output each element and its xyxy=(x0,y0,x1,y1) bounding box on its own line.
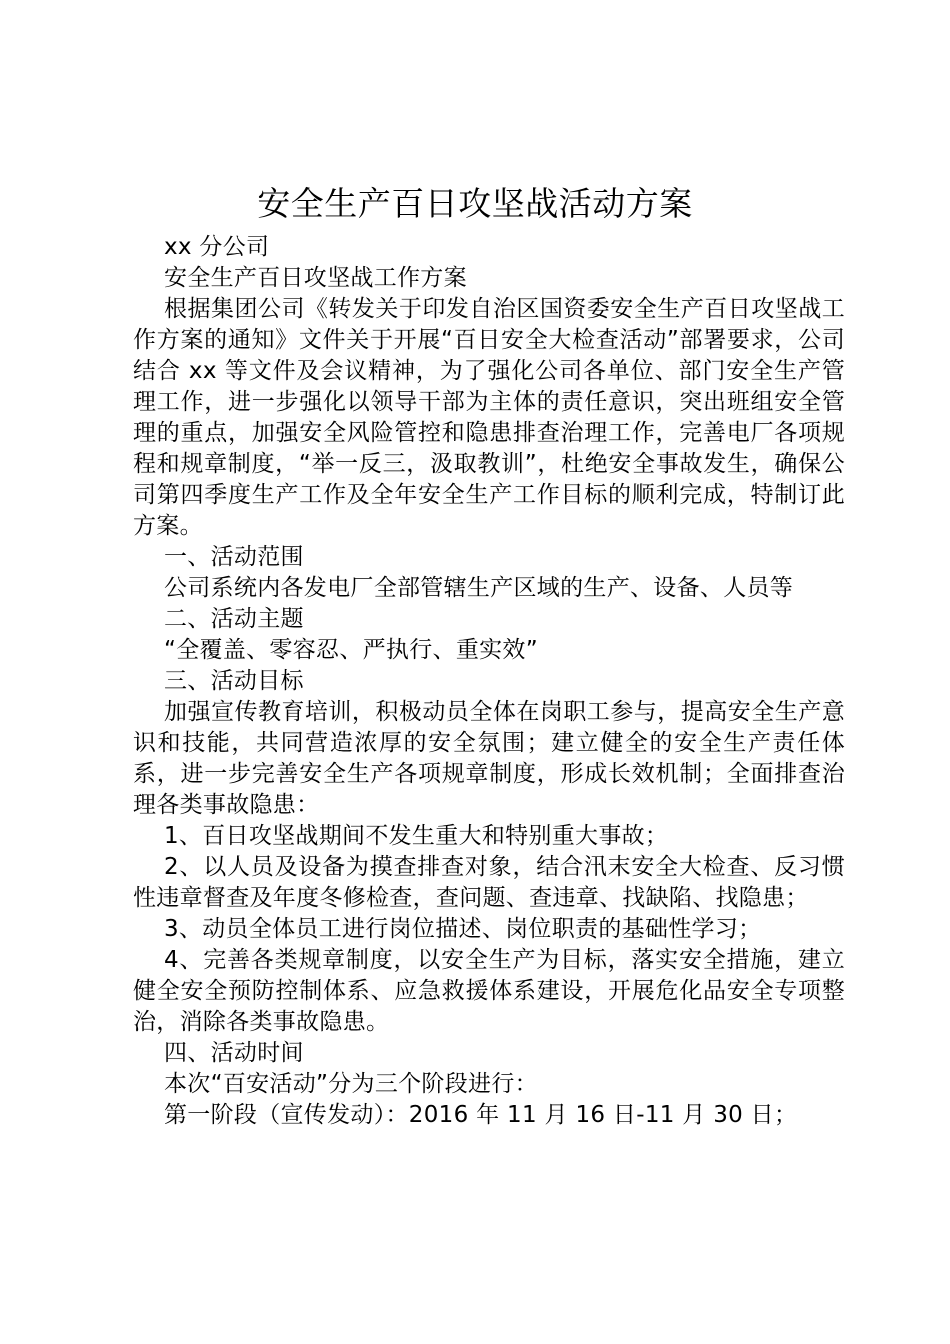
goal-item-3: 3、动员全体员工进行岗位描述、岗位职责的基础性学习； xyxy=(164,916,762,942)
company-line: xx 分公司 xyxy=(164,234,270,260)
subtitle-line: 安全生产百日攻坚战工作方案 xyxy=(164,265,467,291)
section-heading-time: 四、活动时间 xyxy=(164,1040,304,1066)
goal-item-4: 4、完善各类规章制度，以安全生产为目标，落实安全措施，建立健全安全预防控制体系、应急救援体系建设，开展危化品安全专项整治，消除各类事故隐患。 xyxy=(133,947,845,1035)
section-heading-scope: 一、活动范围 xyxy=(164,544,304,570)
scope-paragraph: 公司系统内各发电厂全部管辖生产区域的生产、设备、人员等 xyxy=(164,575,794,601)
goal-item-1: 1、百日攻坚战期间不发生重大和特别重大事故； xyxy=(164,823,669,849)
goal-item-2: 2、以人员及设备为摸查排查对象，结合汛末安全大检查、反习惯性违章督查及年度冬修检查，查问题、查违章、找缺陷、找隐患； xyxy=(133,854,845,911)
section-heading-goals: 三、活动目标 xyxy=(164,668,304,694)
document-body xyxy=(133,232,845,1131)
theme-paragraph: “全覆盖、零容忍、严执行、重实效” xyxy=(164,637,538,663)
intro-paragraph: 根据集团公司《转发关于印发自治区国资委安全生产百日攻坚战工作方案的通知》文件关于开展“百日安全大检查活动”部署要求，公司结合 xx 等文件及会议精神，为了强化公司各单位、部门安全生产管理工作，进一步强化以领导干部为主体的责任意识，突出班组安全管理的重点，加强安全风险管控和隐患排查治理工作，完善电厂各项规程和规章制度，“举一反三，汲取教训”，杜绝安全事故发生，确保公司第四季度生产工作及全年安全生产工作目标的顺利完成，特制订此方案。 xyxy=(133,296,845,539)
goals-paragraph: 加强宣传教育培训，积极动员全体在岗职工参与，提高安全生产意识和技能，共同营造浓厚的安全氛围；建立健全的安全生产责任体系，进一步完善安全生产各项规章制度，形成长效机制；全面排查治理各类事故隐患： xyxy=(133,699,845,818)
phase-one-line: 第一阶段（宣传发动）：2016 年 11 月 16 日-11 月 30 日； xyxy=(164,1102,798,1128)
section-heading-theme: 二、活动主题 xyxy=(164,606,304,632)
document-title: 安全生产百日攻坚战活动方案 xyxy=(257,184,693,223)
time-paragraph: 本次“百安活动”分为三个阶段进行： xyxy=(164,1071,538,1097)
